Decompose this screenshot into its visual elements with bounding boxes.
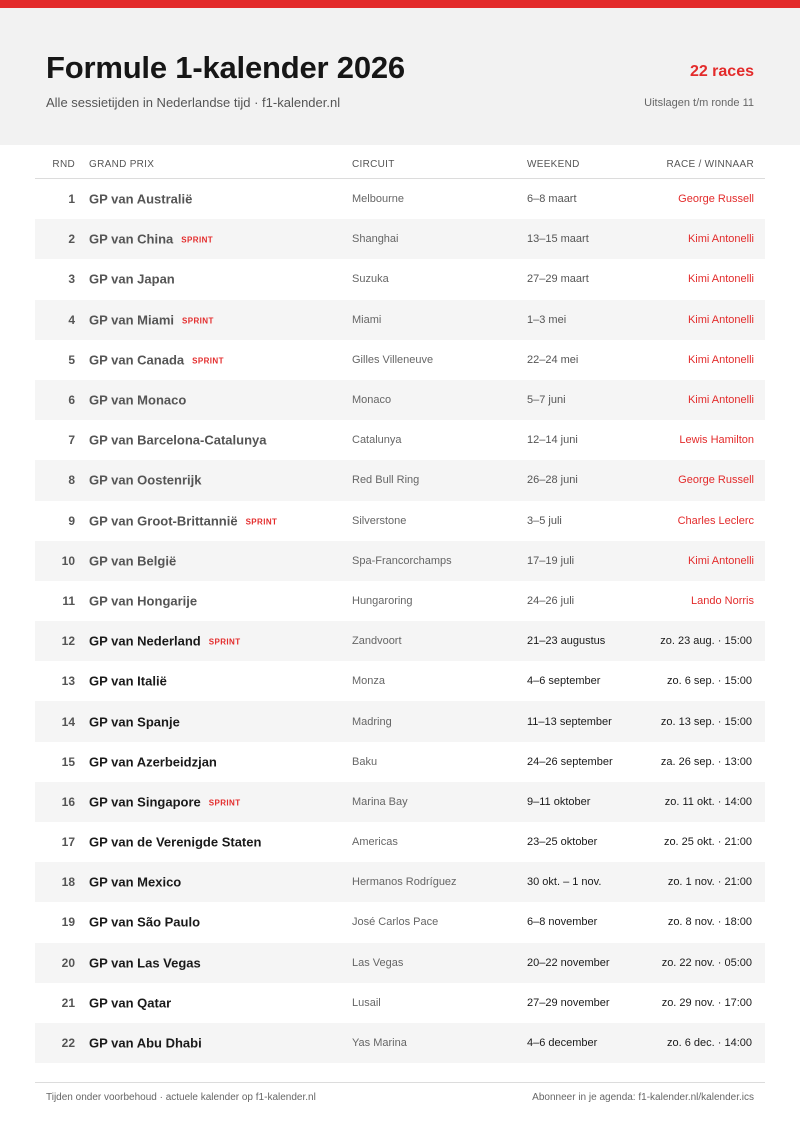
weekend-dates: 9–11 oktober — [527, 795, 591, 808]
grand-prix-name: GP van Azerbeidzjan — [89, 754, 217, 770]
weekend-dates: 23–25 oktober — [527, 836, 598, 849]
round-number: 21 — [61, 995, 75, 1010]
table-row — [35, 661, 765, 701]
grand-prix-name: GP van Groot-Brittannië — [89, 513, 238, 529]
circuit-name: Gilles Villeneuve — [352, 353, 434, 366]
grand-prix-cell — [89, 794, 241, 809]
grand-prix-cell — [89, 272, 175, 287]
weekend-dates: 26–28 juni — [527, 474, 578, 487]
weekend-dates: 1–3 mei — [527, 313, 567, 326]
grand-prix-name: GP van Miami — [89, 312, 175, 328]
circuit-name: Baku — [352, 755, 378, 768]
column-header-race-winner: RACE / WINNAAR — [666, 159, 754, 170]
grand-prix-cell — [89, 232, 213, 247]
grand-prix-name: GP van Barcelona-Catalunya — [89, 432, 267, 448]
weekend-dates: 22–24 mei — [527, 353, 579, 366]
table-row — [35, 782, 765, 822]
round-number: 20 — [61, 955, 75, 970]
grand-prix-name: GP van Mexico — [89, 874, 182, 890]
table-row — [35, 179, 765, 219]
grand-prix-name: GP van China — [89, 231, 174, 247]
weekend-dates: 12–14 juni — [527, 434, 578, 447]
sprint-badge: SPRINT — [192, 356, 224, 366]
circuit-name: Marina Bay — [352, 795, 408, 808]
grand-prix-cell — [89, 875, 181, 890]
round-number: 14 — [61, 714, 75, 729]
sprint-badge: SPRINT — [181, 235, 214, 245]
weekend-dates: 13–15 maart — [527, 233, 589, 246]
grand-prix-cell — [89, 513, 277, 528]
race-time: zo. 25 okt. · 21:00 — [663, 836, 752, 849]
grand-prix-name: GP van Abu Dhabi — [89, 1035, 202, 1051]
grand-prix-cell — [89, 312, 214, 327]
weekend-dates: 27–29 november — [527, 996, 610, 1009]
round-number: 7 — [68, 433, 75, 448]
race-winner: Kimi Antonelli — [687, 233, 754, 246]
column-header-circuit: CIRCUIT — [352, 159, 395, 170]
race-count: 22 races — [689, 63, 754, 80]
grand-prix-cell — [89, 433, 267, 448]
grand-prix-cell — [89, 995, 171, 1010]
table-row — [35, 822, 765, 862]
round-number: 10 — [61, 553, 75, 568]
circuit-name: Silverstone — [352, 514, 407, 527]
sprint-badge: SPRINT — [208, 637, 241, 647]
page-title: Formule 1-kalender 2026 — [46, 50, 405, 85]
round-number: 19 — [61, 915, 75, 930]
grand-prix-cell — [89, 835, 261, 850]
grand-prix-name: GP van Monaco — [89, 392, 187, 408]
circuit-name: Las Vegas — [352, 956, 404, 969]
round-number: 11 — [62, 593, 75, 608]
round-number: 17 — [61, 835, 75, 850]
round-number: 22 — [61, 1036, 75, 1051]
circuit-name: Hungaroring — [352, 594, 413, 607]
column-header-grand-prix: GRAND PRIX — [89, 159, 155, 170]
grand-prix-cell — [89, 1036, 202, 1051]
grand-prix-name: GP van Canada — [89, 352, 185, 368]
circuit-name: Zandvoort — [352, 635, 402, 648]
race-winner: Kimi Antonelli — [687, 554, 754, 567]
weekend-dates: 27–29 maart — [527, 273, 589, 286]
race-time: zo. 8 nov. · 18:00 — [667, 916, 752, 929]
table-row — [35, 300, 765, 340]
race-winner: Lewis Hamilton — [679, 434, 754, 447]
round-number: 16 — [61, 794, 75, 809]
table-row — [35, 420, 765, 460]
circuit-name: Yas Marina — [352, 1037, 407, 1050]
round-number: 4 — [68, 312, 75, 327]
page-subtitle: Alle sessietijden in Nederlandse tijd · f1-kalender.nl — [46, 95, 341, 110]
table-row — [35, 259, 765, 299]
circuit-name: Hermanos Rodríguez — [352, 876, 457, 889]
grand-prix-cell — [89, 674, 167, 689]
weekend-dates: 24–26 juli — [527, 594, 575, 607]
weekend-dates: 6–8 maart — [527, 193, 577, 206]
grand-prix-cell — [89, 754, 217, 769]
sprint-badge: SPRINT — [208, 798, 241, 808]
table-row — [35, 862, 765, 902]
round-number: 3 — [68, 272, 75, 287]
grand-prix-name: GP van de Verenigde Staten — [89, 834, 262, 850]
circuit-name: Melbourne — [352, 193, 404, 206]
circuit-name: Americas — [352, 836, 398, 849]
weekend-dates: 4–6 december — [527, 1037, 598, 1050]
grand-prix-name: GP van Nederland — [89, 633, 201, 649]
results-note: Uitslagen t/m ronde 11 — [644, 97, 754, 109]
grand-prix-cell — [89, 473, 201, 488]
table-row — [35, 943, 765, 983]
grand-prix-name: GP van Singapore — [89, 794, 201, 810]
round-number: 15 — [61, 754, 75, 769]
race-winner: Kimi Antonelli — [687, 394, 754, 407]
grand-prix-cell — [89, 553, 176, 568]
table-row — [35, 460, 765, 500]
circuit-name: Madring — [352, 715, 392, 728]
circuit-name: José Carlos Pace — [352, 916, 439, 929]
race-winner: Kimi Antonelli — [687, 273, 754, 286]
race-time: zo. 1 nov. · 21:00 — [667, 876, 752, 889]
race-time: zo. 6 dec. · 14:00 — [667, 1037, 752, 1050]
calendar-table — [35, 152, 765, 1063]
grand-prix-name: GP van België — [89, 553, 177, 569]
circuit-name: Monaco — [352, 394, 392, 407]
grand-prix-name: GP van Italië — [89, 673, 167, 689]
circuit-name: Shanghai — [352, 233, 399, 246]
race-winner: Kimi Antonelli — [687, 353, 754, 366]
page-header — [0, 8, 800, 145]
table-row — [35, 902, 765, 942]
race-time: zo. 23 aug. · 15:00 — [660, 635, 752, 648]
race-time: zo. 29 nov. · 17:00 — [661, 996, 752, 1009]
sprint-badge: SPRINT — [245, 517, 278, 527]
grand-prix-cell — [89, 915, 200, 930]
table-row — [35, 983, 765, 1023]
race-winner: George Russell — [678, 474, 754, 487]
race-winner: Lando Norris — [691, 594, 754, 607]
weekend-dates: 4–6 september — [527, 675, 601, 688]
table-row — [35, 380, 765, 420]
table-row — [35, 1023, 765, 1063]
grand-prix-name: GP van Las Vegas — [89, 955, 201, 971]
weekend-dates: 5–7 juni — [527, 394, 566, 407]
table-row — [35, 501, 765, 541]
round-number: 5 — [68, 352, 75, 367]
grand-prix-cell — [89, 634, 241, 649]
round-number: 8 — [68, 473, 75, 488]
circuit-name: Red Bull Ring — [352, 474, 420, 487]
weekend-dates: 11–13 september — [527, 715, 612, 728]
table-row — [35, 219, 765, 259]
table-row — [35, 581, 765, 621]
round-number: 6 — [68, 393, 75, 408]
race-winner: George Russell — [678, 193, 754, 206]
grand-prix-name: GP van Oostenrijk — [89, 472, 202, 488]
circuit-name: Spa-Francorchamps — [352, 554, 452, 567]
race-time: za. 26 sep. · 13:00 — [660, 755, 752, 768]
grand-prix-cell — [89, 955, 201, 970]
table-row — [35, 742, 765, 782]
grand-prix-name: GP van Japan — [89, 271, 175, 287]
grand-prix-name: GP van Hongarije — [89, 593, 198, 609]
weekend-dates: 17–19 juli — [527, 554, 575, 567]
weekend-dates: 20–22 november — [527, 956, 610, 969]
grand-prix-cell — [89, 593, 197, 608]
footer-divider — [35, 1082, 765, 1083]
grand-prix-name: GP van Spanje — [89, 714, 180, 730]
table-row — [35, 701, 765, 741]
race-winner: Kimi Antonelli — [687, 313, 754, 326]
round-number: 13 — [61, 674, 75, 689]
circuit-name: Monza — [352, 675, 386, 688]
sprint-badge: SPRINT — [182, 316, 214, 326]
grand-prix-name: GP van Qatar — [89, 995, 172, 1011]
weekend-dates: 6–8 november — [527, 916, 598, 929]
weekend-dates: 30 okt. – 1 nov. — [527, 876, 602, 889]
circuit-name: Miami — [352, 313, 382, 326]
grand-prix-cell — [89, 352, 224, 367]
table-header — [35, 152, 765, 179]
circuit-name: Lusail — [352, 996, 381, 1009]
round-number: 12 — [61, 634, 75, 649]
table-row — [35, 340, 765, 380]
race-time: zo. 6 sep. · 15:00 — [667, 675, 752, 688]
footer-disclaimer: Tijden onder voorbehoud · actuele kalender op f1-kalender.nl — [46, 1092, 316, 1103]
weekend-dates: 24–26 september — [527, 755, 613, 768]
race-time: zo. 13 sep. · 15:00 — [660, 715, 752, 728]
table-row — [35, 541, 765, 581]
grand-prix-cell — [89, 192, 192, 207]
round-number: 9 — [68, 513, 75, 528]
circuit-name: Catalunya — [352, 434, 402, 447]
circuit-name: Suzuka — [352, 273, 389, 286]
race-time: zo. 22 nov. · 05:00 — [661, 956, 752, 969]
race-winner: Charles Leclerc — [677, 514, 754, 527]
grand-prix-cell — [89, 714, 180, 729]
grand-prix-cell — [89, 393, 186, 408]
round-number: 2 — [68, 232, 75, 247]
weekend-dates: 21–23 augustus — [527, 635, 606, 648]
table-row — [35, 621, 765, 661]
weekend-dates: 3–5 juli — [527, 514, 562, 527]
column-header-rnd: RND — [52, 159, 75, 170]
grand-prix-name: GP van Australië — [89, 191, 193, 207]
table-body — [35, 179, 765, 1063]
footer-subscribe-link[interactable]: Abonneer in je agenda: f1-kalender.nl/kalender.ics — [532, 1092, 754, 1103]
round-number: 18 — [61, 875, 75, 890]
column-header-weekend: WEEKEND — [527, 159, 580, 170]
top-accent-bar — [0, 0, 800, 8]
round-number: 1 — [68, 192, 75, 207]
grand-prix-name: GP van São Paulo — [89, 914, 201, 930]
race-time: zo. 11 okt. · 14:00 — [664, 795, 752, 808]
